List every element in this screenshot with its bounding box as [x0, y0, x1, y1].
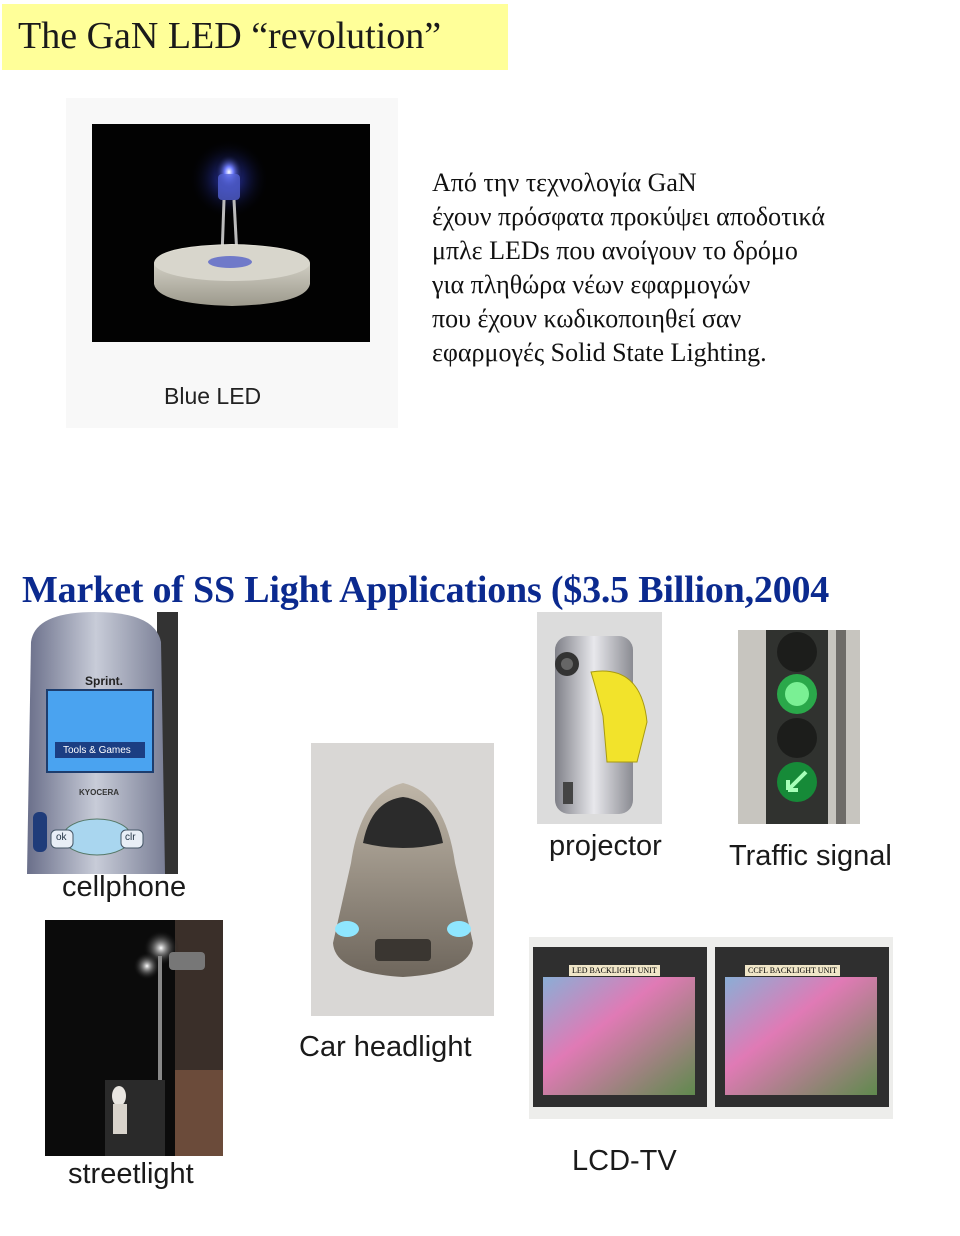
streetlight-photo — [45, 920, 223, 1156]
projector-photo — [537, 612, 662, 824]
cellphone-caption: cellphone — [62, 871, 187, 903]
phone-maker-label: KYOCERA — [79, 788, 120, 797]
intro-line: μπλε LEDs που ανοίγουν το δρόμο — [432, 236, 798, 265]
phone-ok-key: ok — [56, 832, 67, 843]
phone-screen-text: Tools & Games — [63, 745, 131, 756]
cellphone-photo — [25, 612, 178, 874]
car-headlight-photo — [311, 743, 494, 1016]
lcd-tv-caption: LCD-TV — [572, 1145, 677, 1177]
intro-paragraph — [432, 166, 952, 370]
intro-line: Από την τεχνολογία GaN — [432, 168, 697, 197]
intro-line: εφαρμογές Solid State Lighting. — [432, 338, 767, 367]
blue-led-caption: Blue LED — [164, 383, 262, 409]
traffic-signal-photo — [738, 630, 860, 824]
page-title: The GaN LED “revolution” — [18, 15, 442, 57]
car-headlight-caption: Car headlight — [299, 1031, 472, 1063]
intro-line: για πληθώρα νέων εφαρμογών — [432, 270, 751, 299]
led-backlight-label: LED BACKLIGHT UNIT — [569, 965, 660, 976]
blue-led-photo — [92, 124, 370, 342]
market-heading: Market of SS Light Applications ($3.5 Billion,2004 — [22, 569, 830, 611]
lcd-tv-photo — [529, 937, 893, 1119]
projector-caption: projector — [549, 830, 662, 862]
intro-line: έχουν πρόσφατα προκύψει αποδοτικά — [432, 202, 826, 231]
ccfl-backlight-label: CCFL BACKLIGHT UNIT — [745, 965, 840, 976]
streetlight-caption: streetlight — [68, 1158, 194, 1190]
phone-clr-key: clr — [125, 832, 136, 843]
traffic-signal-caption: Traffic signal — [729, 840, 892, 872]
intro-line: που έχουν κωδικοποιηθεί σαν — [432, 304, 742, 333]
phone-brand-label: Sprint. — [85, 674, 123, 688]
